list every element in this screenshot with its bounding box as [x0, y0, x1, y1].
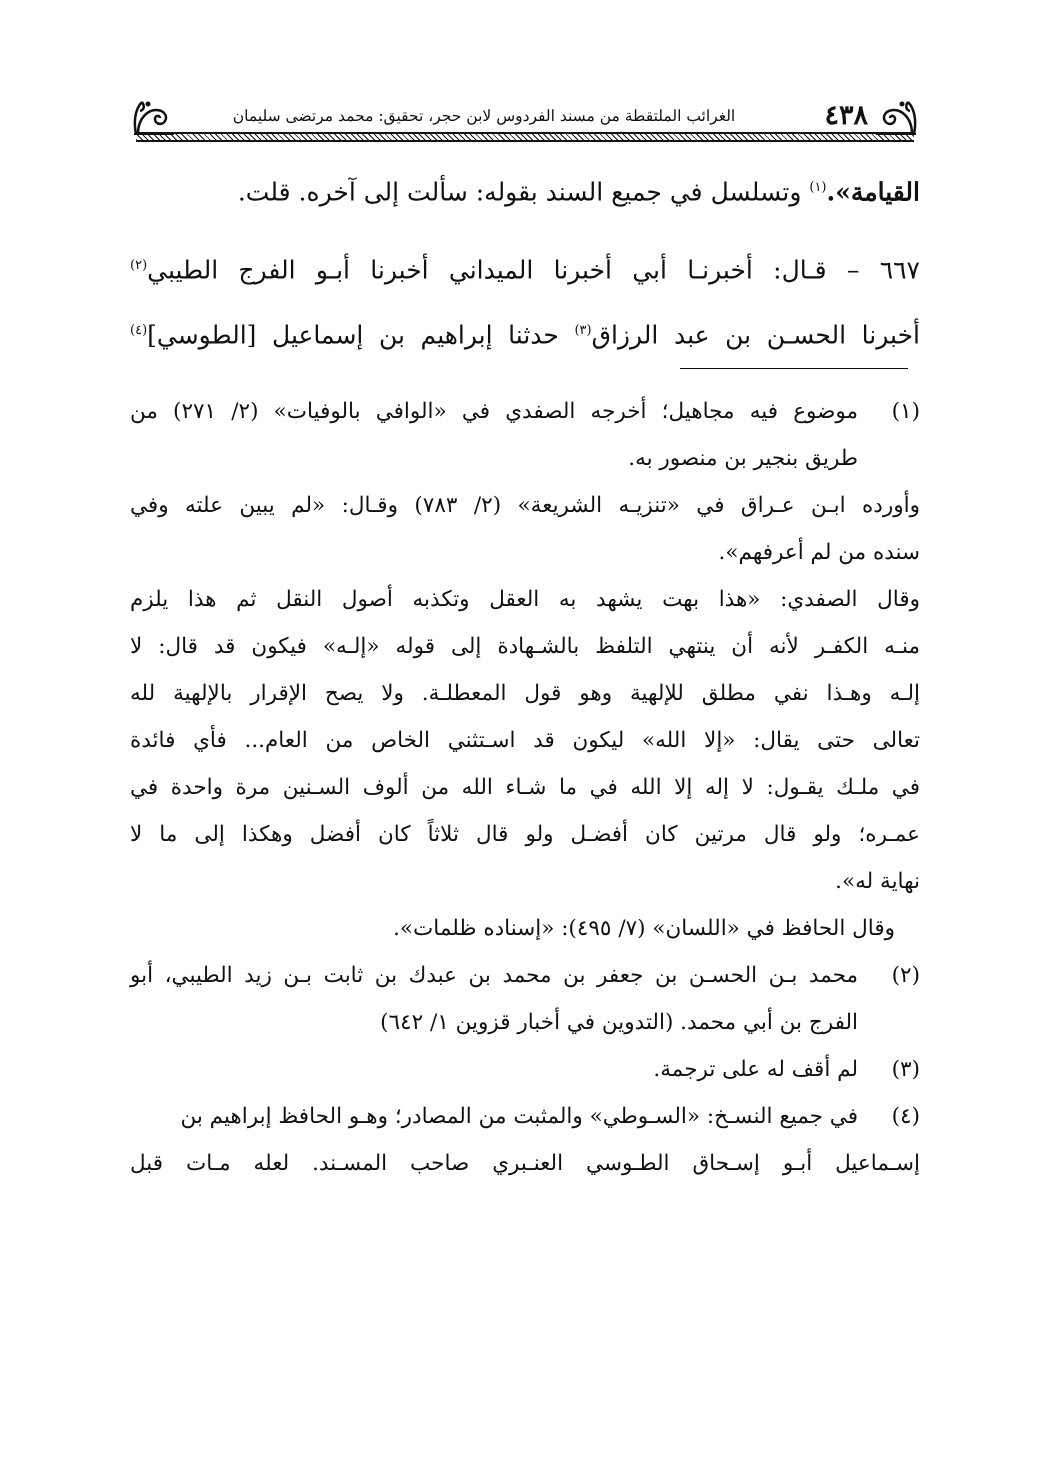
main-line-2 [130, 236, 920, 300]
footnote-number: (٤) [891, 1104, 920, 1129]
footnote-continuation [130, 858, 920, 905]
footnote-2 [130, 952, 920, 1046]
footnote-line: وأورده ابـن عـراق في «تنزيـه الشريعة» (٢/ ٧٨٣) وقـال: «لم يبين علته وفي [130, 493, 920, 518]
footnote-line: في ملـك يقـول: لا إله إلا الله في ما شـاء الله من ألوف السـنين مرة واحدة في [130, 775, 920, 800]
main-line-text: ٦٦٧ – قـال: أخبرنـا أبي أخبرنا الميداني أخبرنا أبـو الفرج الطيبي [147, 255, 920, 285]
footnote-separator [680, 368, 908, 369]
footnote-continuation [130, 623, 920, 670]
footnote-continuation [130, 576, 920, 623]
main-text [130, 158, 920, 365]
footnote-number: (٢) [891, 963, 920, 988]
note-ref: (٢) [130, 258, 148, 274]
footnote-line: إلـه وهـذا نفي مطلق للإلهية وهو قول المعطلـة. ولا يصح الإقرار بالإلهية لله [130, 681, 920, 706]
footnote-line: تعالى حتى يقال: «إلا الله» ليكون قد اسـتثني الخاص من العام... فأي فائدة [130, 728, 920, 753]
footnote-line: إسـماعيل أبـو إسـحاق الطـوسي العنـبري صاحب المسـند. لعله مـات قبل [130, 1151, 920, 1176]
note-ref: (٣) [574, 322, 592, 338]
footnote-continuation [130, 1140, 920, 1187]
footnote-line: محمد بـن الحسـن بن جعفر بن محمد بن عبدك بن ثابت بـن زيد الطيبي، أبو [130, 963, 858, 988]
bold-lead: القيامة». [826, 177, 920, 207]
note-ref: (٤) [130, 322, 148, 338]
ornament-left-icon [130, 96, 178, 140]
footnote-line: نهاية له». [835, 869, 920, 894]
footnote-body [130, 1093, 858, 1140]
footnote-line: وقال الحافظ في «اللسان» (٧/ ٤٩٥): «إسناده ظلمات». [393, 916, 895, 941]
footnote-continuation [130, 482, 920, 529]
footnote-4 [130, 1093, 920, 1140]
footnote-line: سنده من لم أعرفهم». [718, 540, 920, 565]
footnote-line: عمـره؛ ولو قال مرتين كان أفضـل ولو قال ثلاثاً كان أفضل وهكذا إلى ما لا [130, 822, 920, 847]
footnote-1 [130, 388, 920, 482]
main-line-text: أخبرنا الحسـن بن عبد الرزاق [591, 319, 920, 349]
footnote-line: الفرج بن أبي محمد. (التدوين في أخبار قزوين ١/ ٦٤٢) [380, 1010, 858, 1035]
footnote-line: موضوع فيه مجاهيل؛ أخرجه الصفدي في «الوافي بالوفيات» (٢/ ٢٧١) من [130, 399, 859, 424]
footnote-continuation [130, 670, 920, 717]
footnote-number: (١) [891, 399, 920, 424]
footnote-line: وقال الصفدي: «هذا بهت يشهد به العقل وتكذبه أصول النقل ثم هذا يلزم [130, 587, 920, 612]
footnote-continuation [130, 529, 920, 576]
page-number: ٤٣٨ [824, 100, 868, 131]
footnote-line: طريق بنجير بن منصور به. [628, 446, 858, 471]
main-line-text: وتسلسل في جميع السند بقوله: سألت إلى آخره. قلت. [237, 177, 810, 207]
header-rule [136, 132, 914, 142]
main-line-3 [130, 301, 920, 365]
footnote-continuation [130, 811, 920, 858]
footnote-body [130, 952, 858, 1046]
main-line-1 [130, 158, 920, 222]
footnote-line: في جميع النسـخ: «السـوطي» والمثبت من المصادر؛ وهـو الحافظ إبراهيم بن [180, 1104, 858, 1129]
footnotes [130, 388, 920, 1187]
footnote-body [130, 388, 858, 482]
main-line-text: حدثنا إبراهيم بن إسماعيل [الطوسي] [147, 319, 575, 349]
page-header [130, 96, 920, 146]
running-title: الغرائب الملتقطة من مسند الفردوس لابن حجر، تحقيق: محمد مرتضى سليمان [232, 107, 736, 125]
footnote-line: منـه الكفـر لأنه أن ينتهي التلفظ بالشـهادة إلى قوله «إلـه» فيكون قد قال: لا [130, 634, 920, 659]
note-ref: (١) [809, 180, 827, 195]
footnote-continuation [130, 905, 920, 952]
footnote-continuation [130, 764, 920, 811]
footnote-3 [130, 1046, 920, 1093]
footnote-number: (٣) [891, 1057, 920, 1082]
footnote-continuation [130, 717, 920, 764]
footnote-body [130, 1046, 858, 1093]
footnote-line: لم أقف له على ترجمة. [653, 1057, 858, 1082]
